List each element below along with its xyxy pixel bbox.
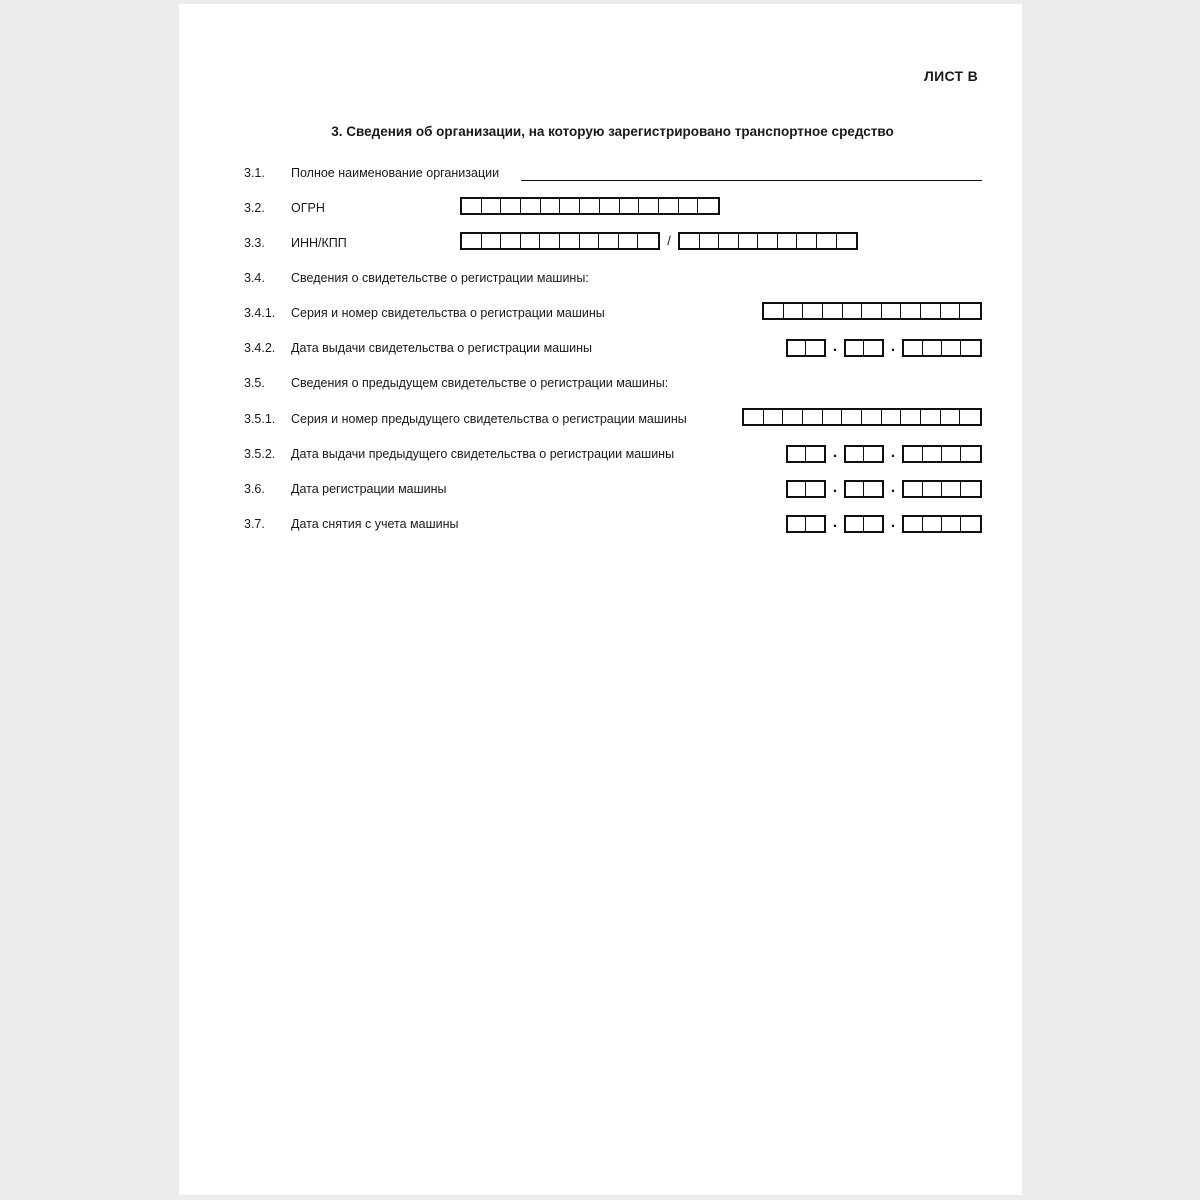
character-cell[interactable] [862,304,882,318]
previous-certificate-number-input[interactable] [742,408,982,426]
character-cell[interactable] [501,199,521,213]
date-separator: . [890,479,896,496]
character-cell[interactable] [921,410,941,424]
field-number: 3.1. [244,166,265,180]
date-separator: . [832,338,838,355]
character-cell[interactable] [942,517,961,531]
field-number: 3.3. [244,236,265,250]
character-cell[interactable] [806,447,824,461]
field-row-3-3 [244,232,982,256]
character-cell[interactable] [600,199,620,213]
character-cell[interactable] [797,234,817,248]
day-input[interactable] [786,515,826,533]
certificate-issue-date [786,337,982,357]
character-cell[interactable] [843,304,863,318]
character-cell[interactable] [806,341,824,355]
character-cell[interactable] [901,304,921,318]
character-cell[interactable] [942,482,961,496]
character-cell[interactable] [901,410,921,424]
date-separator: . [890,514,896,531]
character-cell[interactable] [960,410,980,424]
character-cell[interactable] [904,517,923,531]
year-input[interactable] [902,515,982,533]
inn-kpp-separator: / [667,233,671,248]
year-input[interactable] [902,445,982,463]
field-number: 3.7. [244,517,265,531]
character-cell[interactable] [923,482,942,496]
field-label: Дата снятия с учета машины [291,517,459,531]
character-cell[interactable] [864,517,882,531]
section-title: 3. Сведения об организации, на которую зарегистрировано транспортное средство [331,124,894,139]
field-number: 3.5. [244,376,265,390]
character-cell[interactable] [846,447,864,461]
previous-certificate-number-cells [742,408,982,426]
field-row-3-6 [244,478,982,502]
character-cell[interactable] [823,304,843,318]
character-cell[interactable] [904,447,923,461]
field-label: Дата регистрации машины [291,482,447,496]
character-cell[interactable] [864,447,882,461]
character-cell[interactable] [941,304,961,318]
document-page [179,4,1022,1195]
character-cell[interactable] [659,199,679,213]
field-number: 3.4. [244,271,265,285]
date-separator: . [890,338,896,355]
character-cell[interactable] [846,341,864,355]
character-cell[interactable] [961,482,980,496]
character-cell[interactable] [698,199,718,213]
character-cell[interactable] [462,199,482,213]
field-row-3-4 [244,267,982,291]
character-cell[interactable] [882,410,902,424]
date-separator: . [832,514,838,531]
day-input[interactable] [786,339,826,357]
character-cell[interactable] [739,234,759,248]
character-cell[interactable] [620,199,640,213]
character-cell[interactable] [823,410,843,424]
character-cell[interactable] [803,304,823,318]
field-row-3-1 [244,162,982,186]
character-cell[interactable] [540,234,560,248]
character-cell[interactable] [482,199,502,213]
year-input[interactable] [902,480,982,498]
field-label: Сведения о свидетельстве о регистрации машины: [291,271,589,285]
month-input[interactable] [844,445,884,463]
character-cell[interactable] [942,341,961,355]
character-cell[interactable] [783,410,803,424]
character-cell[interactable] [482,234,502,248]
character-cell[interactable] [864,341,882,355]
kpp-input[interactable] [678,232,858,250]
date-separator: . [832,444,838,461]
field-label: ОГРН [291,201,325,215]
field-row-3-4-2 [244,337,982,361]
month-input[interactable] [844,515,884,533]
character-cell[interactable] [904,482,923,496]
character-cell[interactable] [846,482,864,496]
ogrn-cells [460,197,720,215]
character-cell[interactable] [580,199,600,213]
character-cell[interactable] [846,517,864,531]
character-cell[interactable] [680,234,700,248]
field-label: Дата выдачи свидетельства о регистрации машины [291,341,593,355]
day-input[interactable] [786,480,826,498]
character-cell[interactable] [923,447,942,461]
year-input[interactable] [902,339,982,357]
character-cell[interactable] [639,199,659,213]
character-cell[interactable] [521,234,541,248]
character-cell[interactable] [560,234,580,248]
character-cell[interactable] [817,234,837,248]
ogrn-input[interactable] [460,197,720,215]
character-cell[interactable] [806,517,824,531]
character-cell[interactable] [521,199,541,213]
character-cell[interactable] [788,517,806,531]
character-cell[interactable] [961,447,980,461]
character-cell[interactable] [941,410,961,424]
field-label: ИНН/КПП [291,236,347,250]
field-label: Сведения о предыдущем свидетельстве о регистрации машины: [291,376,669,390]
character-cell[interactable] [960,304,980,318]
field-number: 3.5.1. [244,412,276,426]
character-cell[interactable] [700,234,720,248]
character-cell[interactable] [942,447,961,461]
field-label: Дата выдачи предыдущего свидетельства о регистрации машины [291,447,675,461]
field-number: 3.4.2. [244,341,276,355]
character-cell[interactable] [541,199,561,213]
character-cell[interactable] [638,234,658,248]
character-cell[interactable] [904,341,923,355]
field-row-3-7 [244,513,982,537]
character-cell[interactable] [764,304,784,318]
character-cell[interactable] [961,517,980,531]
character-cell[interactable] [758,234,778,248]
day-input[interactable] [786,445,826,463]
inn-kpp-cells [460,232,858,250]
character-cell[interactable] [679,199,699,213]
character-cell[interactable] [778,234,798,248]
character-cell[interactable] [862,410,882,424]
character-cell[interactable] [837,234,857,248]
character-cell[interactable] [788,341,806,355]
field-row-3-5-1 [244,408,982,432]
date-separator: . [890,444,896,461]
field-number: 3.5.2. [244,447,276,461]
field-row-3-5-2 [244,443,982,467]
field-row-3-5 [244,372,982,396]
field-row-3-2 [244,197,982,221]
month-input[interactable] [844,480,884,498]
character-cell[interactable] [961,341,980,355]
inn-input[interactable] [460,232,660,250]
field-label: Полное наименование организации [291,166,500,180]
field-label: Серия и номер предыдущего свидетельства о регистрации машины [291,412,687,426]
character-cell[interactable] [803,410,823,424]
field-number: 3.6. [244,482,265,496]
character-cell[interactable] [788,447,806,461]
deregistration-date [786,513,982,533]
character-cell[interactable] [580,234,600,248]
character-cell[interactable] [719,234,739,248]
field-number: 3.2. [244,201,265,215]
organization-name-field[interactable] [521,180,982,181]
character-cell[interactable] [560,199,580,213]
character-cell[interactable] [864,482,882,496]
previous-certificate-issue-date [786,443,982,463]
field-label: Серия и номер свидетельства о регистрации машины [291,306,605,320]
character-cell[interactable] [462,234,482,248]
certificate-number-input[interactable] [762,302,982,320]
certificate-number-cells [762,302,982,320]
character-cell[interactable] [923,517,942,531]
field-number: 3.4.1. [244,306,276,320]
character-cell[interactable] [788,482,806,496]
date-separator: . [832,479,838,496]
character-cell[interactable] [921,304,941,318]
month-input[interactable] [844,339,884,357]
character-cell[interactable] [501,234,521,248]
registration-date [786,478,982,498]
field-row-3-4-1 [244,302,982,326]
character-cell[interactable] [744,410,764,424]
character-cell[interactable] [764,410,784,424]
character-cell[interactable] [784,304,804,318]
character-cell[interactable] [882,304,902,318]
character-cell[interactable] [619,234,639,248]
sheet-label: ЛИСТ В [924,68,978,84]
character-cell[interactable] [599,234,619,248]
character-cell[interactable] [806,482,824,496]
character-cell[interactable] [842,410,862,424]
character-cell[interactable] [923,341,942,355]
